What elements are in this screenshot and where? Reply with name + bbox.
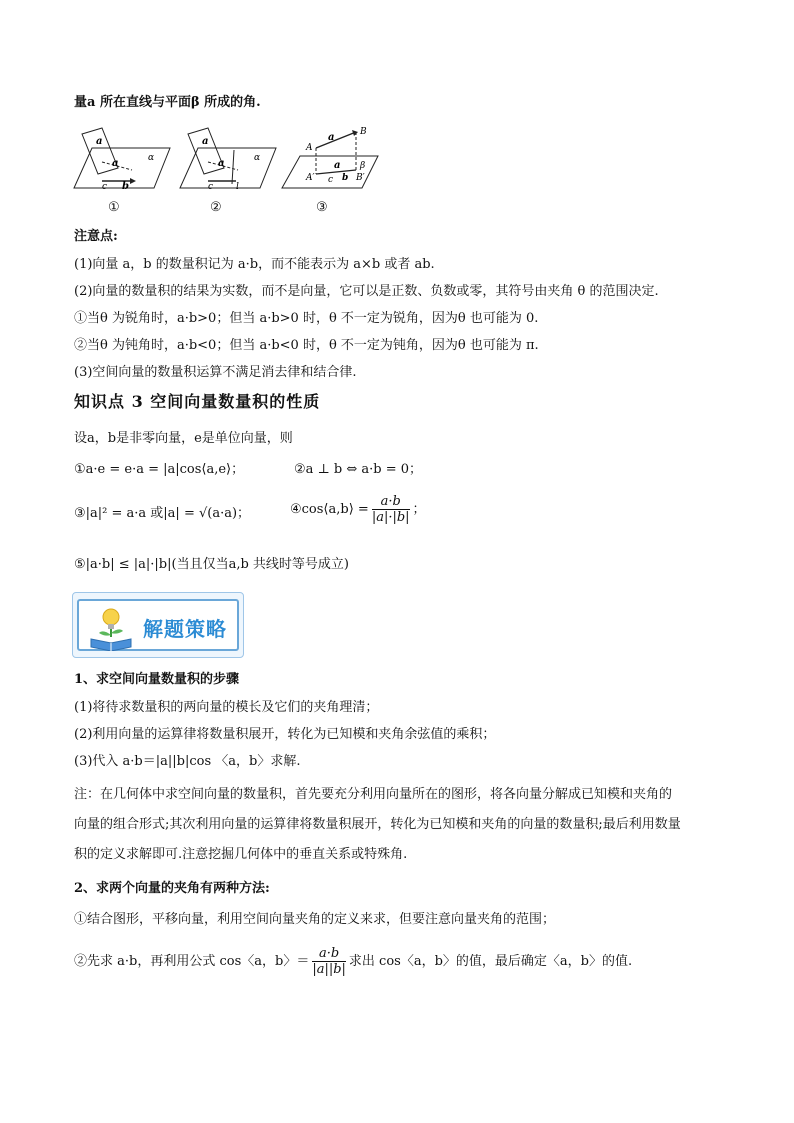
strategy-1-note-line-1: 注：在几何体中求空间向量的数量积，首先要充分利用向量所在的图形，将各向量分解成已知模和夹角的 <box>74 787 673 802</box>
property-1: ①a·e = e·a = |a|cos⟨a,e⟩； <box>74 462 245 477</box>
strategy-2-method-2 <box>74 946 632 977</box>
strategy-1-step-1: (1)将待求数量积的两向量的模长及它们的夹角理清； <box>74 700 379 715</box>
svg-text:l: l <box>236 182 239 192</box>
svg-text:B′: B′ <box>356 173 365 183</box>
figure-1-label: ① <box>108 200 120 215</box>
svg-text:a: a <box>96 136 103 147</box>
note-item-2: (2)向量的数量积的结果为实数，而不是向量，它可以是正数、负数或零，其符号由夹角 θ 的范围决定. <box>74 284 659 299</box>
property-4-numerator: a·b <box>372 494 410 510</box>
note-item-4: ②当θ 为钝角时，a·b<0；但当 a·b<0 时，θ 不一定为钝角，因为θ 也可能为 π. <box>74 338 539 353</box>
note-item-5: (3)空间向量的数量积运算不满足消去律和结合律. <box>74 365 357 380</box>
badge-label: 解题策略 <box>143 617 227 641</box>
figure-2-label: ② <box>210 200 222 215</box>
property-2: ②a ⊥ b ⇔ a·b = 0； <box>294 462 423 477</box>
property-4 <box>290 494 426 525</box>
method-2-denominator: |a||b| <box>312 962 346 977</box>
note-item-1: (1)向量 a，b 的数量积记为 a·b，而不能表示为 a×b 或者 ab. <box>74 257 435 272</box>
method-2-prefix: ②先求 a·b，再利用公式 cos〈a，b〉＝ <box>74 954 310 969</box>
svg-text:A: A <box>306 143 313 153</box>
svg-text:c: c <box>102 182 108 192</box>
svg-text:a: a <box>328 132 335 143</box>
strategy-2-title: 2、求两个向量的夹角有两种方法: <box>74 881 270 896</box>
figure-2-diagram <box>178 126 278 196</box>
property-4-fraction <box>372 494 410 525</box>
property-4-denominator: |a|·|b| <box>371 510 410 525</box>
svg-text:B: B <box>360 127 367 137</box>
property-4-prefix: ④cos⟨a,b⟩ = <box>290 502 369 517</box>
property-4-suffix: ； <box>412 502 426 517</box>
svg-text:β: β <box>360 161 366 171</box>
strategy-1-title: 1、求空间向量数量积的步骤 <box>74 672 240 687</box>
notes-title: 注意点: <box>74 229 118 244</box>
svg-text:α: α <box>254 153 261 163</box>
svg-text:a: a <box>334 160 341 171</box>
property-5: ⑤|a·b| ≤ |a|·|b|(当且仅当a,b 共线时等号成立) <box>74 557 349 572</box>
strategy-1-note-line-2: 向量的组合形式;其次利用向量的运算律将数量积展开，转化为已知模和夹角的向量的数量积;最后利用数量 <box>74 817 681 832</box>
strategy-1-note-line-3: 积的定义求解即可.注意挖掘几何体中的垂直关系或特殊角. <box>74 847 408 862</box>
strategy-2-method-1: ①结合图形，平移向量，利用空间向量夹角的定义来求，但要注意向量夹角的范围； <box>74 912 556 927</box>
method-2-numerator: a·b <box>312 946 346 962</box>
intro-line: 量a 所在直线与平面β 所成的角. <box>74 95 261 110</box>
svg-text:A′: A′ <box>306 173 315 183</box>
strategy-badge <box>72 592 244 658</box>
figure-3-label: ③ <box>316 200 328 215</box>
figure-3-diagram <box>280 126 380 196</box>
method-2-fraction <box>312 946 346 977</box>
method-2-suffix: 求出 cos〈a，b〉的值，最后确定〈a，b〉的值. <box>348 954 633 969</box>
svg-text:α: α <box>148 153 155 163</box>
note-item-3: ①当θ 为锐角时，a·b>0；但当 a·b>0 时，θ 不一定为锐角，因为θ 也可能为 0. <box>74 311 539 326</box>
svg-text:c: c <box>208 182 214 192</box>
badge-frame <box>77 599 239 651</box>
svg-text:b: b <box>122 181 129 192</box>
svg-text:b: b <box>342 173 349 183</box>
section-3-intro: 设a，b是非零向量，e是单位向量，则 <box>74 431 293 446</box>
svg-text:a: a <box>112 158 119 169</box>
lightbulb-book-icon <box>87 605 135 651</box>
svg-text:a: a <box>218 158 225 169</box>
strategy-1-step-2: (2)利用向量的运算律将数量积展开，转化为已知模和夹角余弦值的乘积； <box>74 727 496 742</box>
strategy-1-step-3: (3)代入 a·b＝|a||b|cos 〈a，b〉求解. <box>74 754 301 769</box>
svg-text:c: c <box>328 175 334 185</box>
section-3-title: 知识点 3 空间向量数量积的性质 <box>74 392 321 411</box>
figure-1-diagram <box>72 126 172 196</box>
property-3: ③|a|² = a·a 或|a| = √(a·a)； <box>74 506 251 521</box>
svg-text:a: a <box>202 136 209 147</box>
